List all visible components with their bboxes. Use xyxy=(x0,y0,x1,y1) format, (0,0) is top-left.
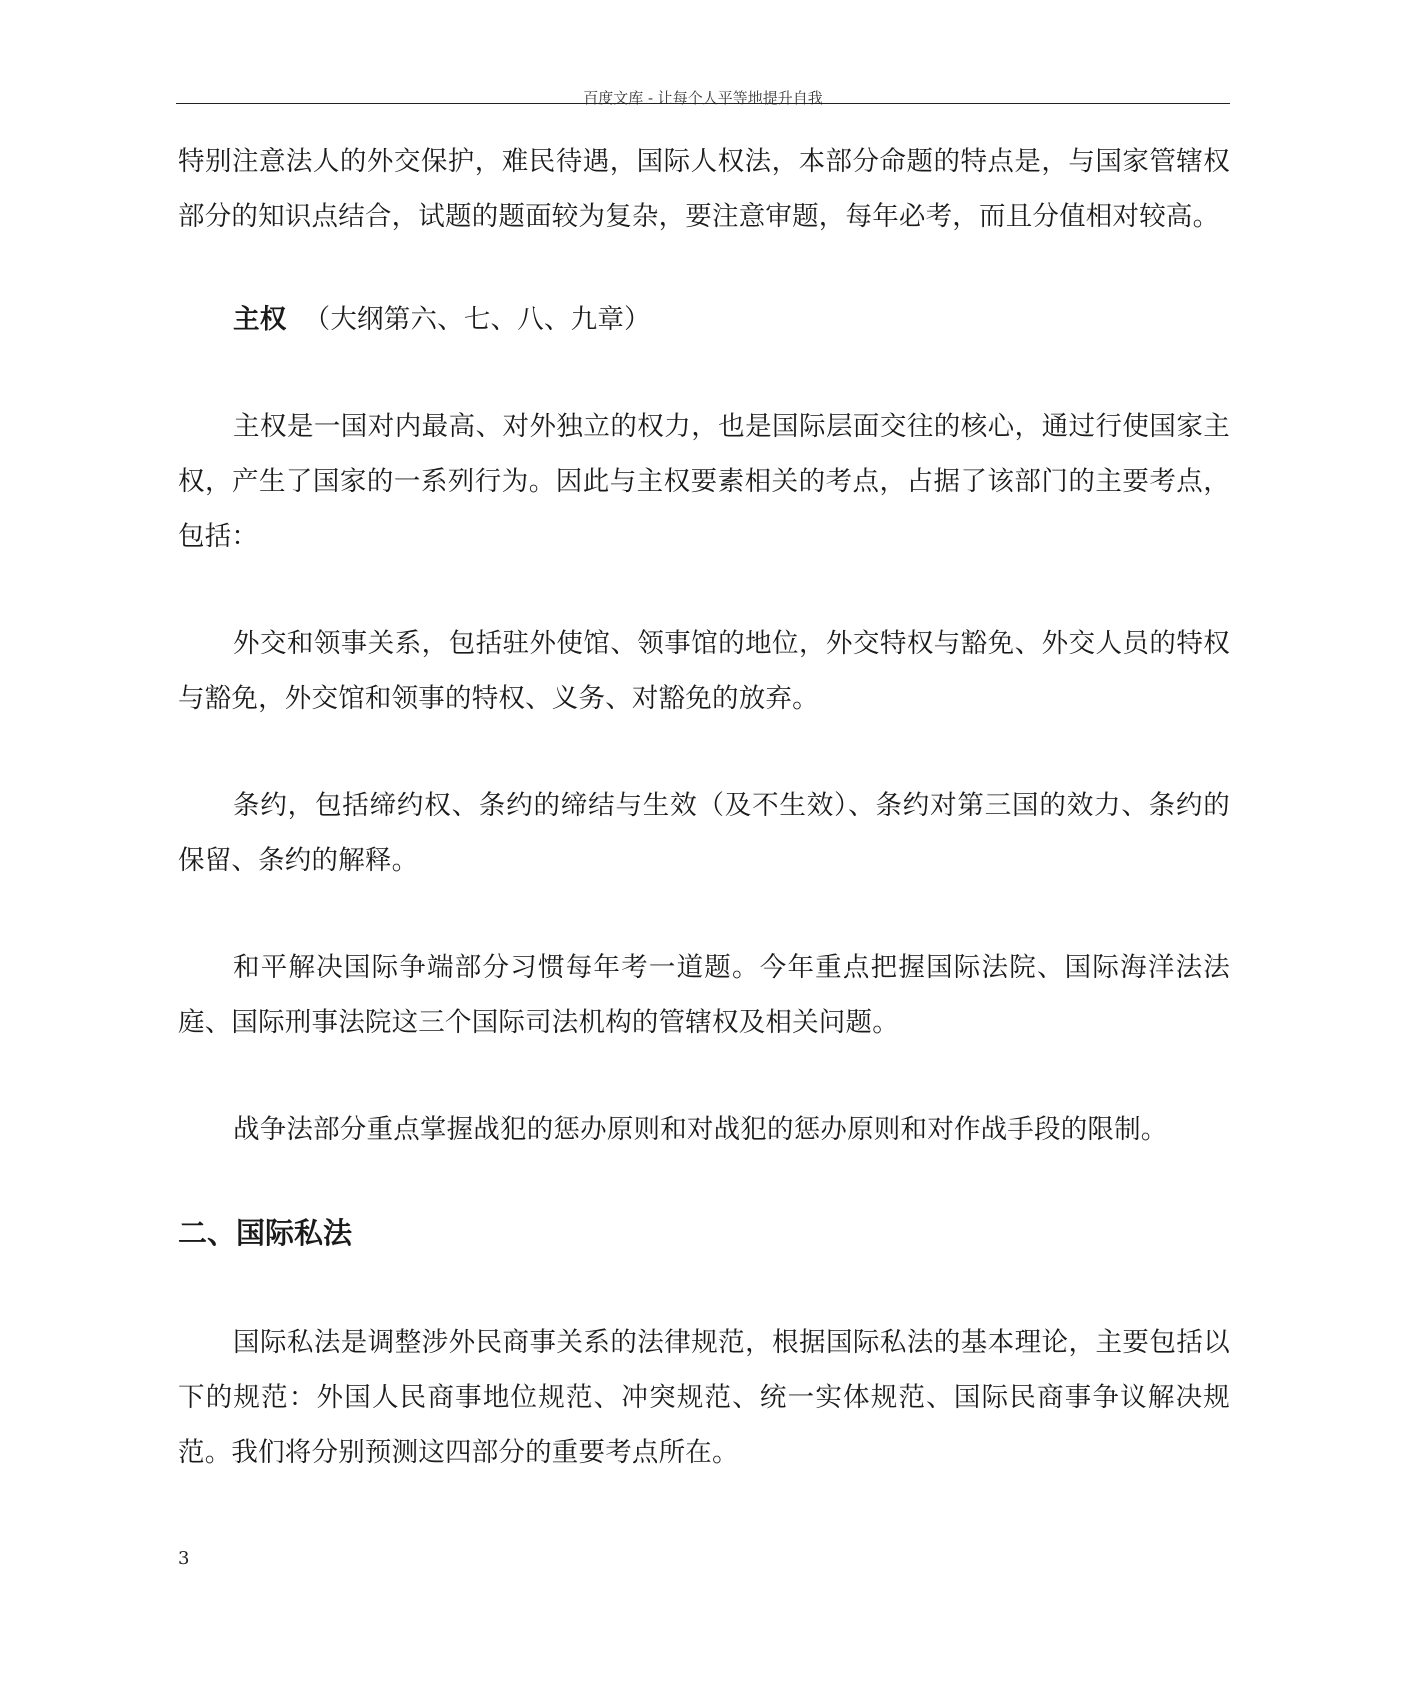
page-number: 3 xyxy=(178,1548,190,1569)
header-rule xyxy=(176,103,1230,104)
sovereignty-subheading xyxy=(178,292,1230,347)
section-title-private-international-law: 二、国际私法 xyxy=(178,1216,353,1250)
document-body xyxy=(178,134,1230,1480)
paragraph-2: 主权是一国对内最高、对外独立的权力，也是国际层面交往的核心，通过行使国家主权，产生了国家的一系列行为。因此与主权要素相关的考点，占据了该部门的主要考点，包括： xyxy=(178,411,1230,552)
page-header: 百度文库 - 让每个人平等地提升自我 xyxy=(583,89,823,107)
paragraph-7: 国际私法是调整涉外民商事关系的法律规范，根据国际私法的基本理论，主要包括以下的规范：外国人民商事地位规范、冲突规范、统一实体规范、国际民商事争议解决规范。我们将分别预测这四部分的重要考点所在。 xyxy=(178,1327,1230,1468)
sovereignty-note: （大纲第六、七、八、九章） xyxy=(303,304,651,335)
sovereignty-heading: 主权 xyxy=(233,304,287,335)
paragraph-4: 条约，包括缔约权、条约的缔结与生效（及不生效）、条约对第三国的效力、条约的保留、条约的解释。 xyxy=(178,790,1230,876)
paragraph-5: 和平解决国际争端部分习惯每年考一道题。今年重点把握国际法院、国际海洋法法庭、国际刑事法院这三个国际司法机构的管辖权及相关问题。 xyxy=(178,952,1230,1038)
paragraph-1: 特别注意法人的外交保护，难民待遇，国际人权法，本部分命题的特点是，与国家管辖权部分的知识点结合，试题的题面较为复杂，要注意审题，每年必考，而且分值相对较高。 xyxy=(178,146,1230,232)
paragraph-3: 外交和领事关系，包括驻外使馆、领事馆的地位，外交特权与豁免、外交人员的特权与豁免，外交馆和领事的特权、义务、对豁免的放弃。 xyxy=(178,628,1230,714)
paragraph-6: 战争法部分重点掌握战犯的惩办原则和对战犯的惩办原则和对作战手段的限制。 xyxy=(233,1114,1168,1145)
